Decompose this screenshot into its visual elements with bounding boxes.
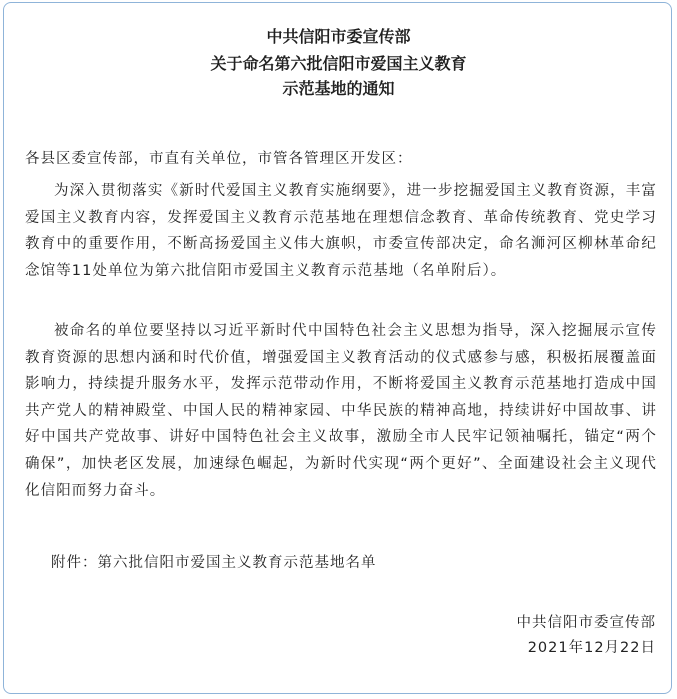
title-line-3: 示范基地的通知 — [282, 79, 395, 98]
signature-date: 2021年12月22日 — [527, 640, 656, 656]
salutation: 各县区委宣传部，市直有关单位，市管各管理区开发区： — [25, 151, 413, 167]
signature-organization: 中共信阳市委宣传部 — [516, 615, 656, 631]
body-paragraph-2: 被命名的单位要坚持以习近平新时代中国特色社会主义思想为指导，深入挖掘展示宣传教育资源的思想内涵和时代价值，增强爱国主义教育活动的仪式感参与感，积极拓展覆盖面影响力，持续提升服务水平，发挥示范带动作用，不断将爱国主义教育示范基地打造成中国共产党人的精神殿堂、中国人民的精神家园、中华民族的精神高地，持续讲好中国故事、讲好中国共产党故事、讲好中国特色社会主义故事，激励全市人民牢记领袖嘱托，锚定“两个确保”，加快老区发展，加速绿色崛起，为新时代实现“两个更好”、全面建设社会主义现代化信阳而努力奋斗。 — [25, 323, 657, 499]
attachment-note: 附件：第六批信阳市爱国主义教育示范基地名单 — [51, 555, 377, 571]
body-paragraph-1: 为深入贯彻落实《新时代爱国主义教育实施纲要》，进一步挖掘爱国主义教育资源，丰富爱国主义教育内容，发挥爱国主义教育示范基地在理想信念教育、革命传统教育、党史学习教育中的重要作用，不断高扬爱国主义伟大旗帜，市委宣传部决定，命名浉河区柳林革命纪念馆等11处单位为第六批信阳市爱国主义教育示范基地（名单附后）。 — [25, 183, 657, 279]
title-line-1: 中共信阳市委宣传部 — [266, 27, 411, 46]
title-line-2: 关于命名第六批信阳市爱国主义教育 — [210, 54, 467, 73]
